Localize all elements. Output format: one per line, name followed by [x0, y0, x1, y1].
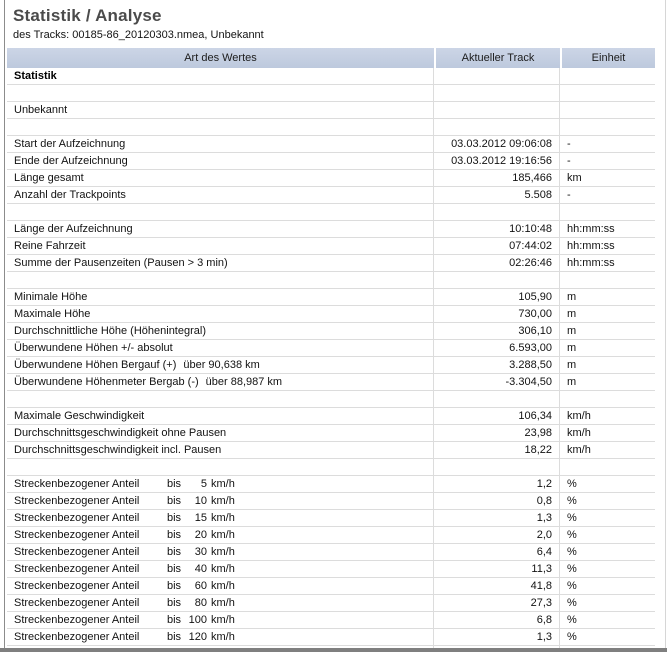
value-name-cell: [7, 170, 434, 186]
table-row: [7, 425, 655, 442]
unit-cell: [560, 459, 655, 475]
bis-label: bis: [167, 597, 182, 609]
page-subtitle: des Tracks: 00185-86_20120303.nmea, Unbekannt: [13, 29, 264, 41]
track-value-cell: 0,8: [434, 493, 560, 509]
value-name-cell: [7, 629, 434, 645]
row-label: Ende der Aufzeichnung: [14, 155, 128, 167]
row-label: Streckenbezogener Anteil: [14, 478, 140, 490]
value-name-cell: [7, 476, 434, 492]
row-label: Länge der Aufzeichnung: [14, 223, 133, 235]
track-value-cell: 18,22: [434, 442, 560, 458]
track-value-cell: 6,4: [434, 544, 560, 560]
unit-cell: -: [567, 155, 571, 167]
table-row: [7, 102, 655, 119]
table-row: [7, 510, 655, 527]
unit-cell: %: [567, 512, 577, 524]
table-row: [7, 323, 655, 340]
value-name-cell: [7, 459, 434, 475]
speed-limit: 40: [194, 563, 207, 575]
value-name-cell: [7, 612, 434, 628]
row-label: Überwundene Höhen Bergauf (+): [14, 359, 177, 371]
track-value-cell: [434, 85, 560, 101]
row-label: Statistik: [14, 70, 57, 82]
track-value-cell: 1,3: [434, 629, 560, 645]
table-row: [7, 187, 655, 204]
value-name-cell: [7, 272, 434, 288]
bis-label: bis: [167, 529, 182, 541]
value-name-cell: [7, 578, 434, 594]
track-value-cell: 03.03.2012 19:16:56: [434, 153, 560, 169]
unit-cell: m: [567, 291, 577, 303]
speed-limit-unit: km/h: [211, 546, 235, 558]
value-name-cell: [7, 119, 434, 135]
speed-limit: 20: [194, 529, 207, 541]
bis-label: bis: [167, 563, 182, 575]
unit-cell: km/h: [567, 444, 591, 456]
track-value-cell: 730,00: [434, 306, 560, 322]
track-value-cell: 6,8: [434, 612, 560, 628]
speed-limit-unit: km/h: [211, 529, 235, 541]
unit-cell: [560, 85, 655, 101]
track-value-cell: 07:44:02: [434, 238, 560, 254]
page-title: Statistik / Analyse: [13, 6, 162, 25]
row-label: Streckenbezogener Anteil: [14, 597, 140, 609]
value-name-cell: [7, 102, 434, 118]
statistics-table: [7, 48, 655, 652]
unit-cell: %: [567, 614, 577, 626]
value-name-cell: [7, 357, 434, 373]
speed-limit-unit: km/h: [211, 563, 235, 575]
value-name-cell: [7, 391, 434, 407]
table-row: [7, 595, 655, 612]
table-row: [7, 238, 655, 255]
track-value-cell: 306,10: [434, 323, 560, 339]
row-label: Minimale Höhe: [14, 291, 88, 303]
speed-limit-unit: km/h: [211, 614, 235, 626]
row-label: Streckenbezogener Anteil: [14, 529, 140, 541]
track-value-cell: 10:10:48: [434, 221, 560, 237]
column-header-art-des-wertes: Art des Wertes: [7, 48, 434, 68]
row-label: Anzahl der Trackpoints: [14, 189, 126, 201]
speed-limit: 80: [194, 597, 207, 609]
row-label: Streckenbezogener Anteil: [14, 631, 140, 643]
bis-label: bis: [167, 546, 182, 558]
track-value-cell: [434, 102, 560, 118]
unit-cell: %: [567, 495, 577, 507]
blank-row: [7, 85, 655, 102]
value-name-cell: [7, 493, 434, 509]
unit-cell: hh:mm:ss: [567, 257, 615, 269]
track-value-cell: 23,98: [434, 425, 560, 441]
track-value-cell: -3.304,50: [434, 374, 560, 390]
table-row: [7, 340, 655, 357]
bottom-frame-border: [0, 648, 667, 652]
track-value-cell: [434, 391, 560, 407]
table-row: [7, 357, 655, 374]
value-name-cell: [7, 374, 434, 390]
row-label: Durchschnittliche Höhe (Höhenintegral): [14, 325, 206, 337]
value-name-cell: [7, 340, 434, 356]
left-frame-border: [4, 0, 5, 652]
track-value-cell: 5.508: [434, 187, 560, 203]
value-name-cell: [7, 85, 434, 101]
track-value-cell: [434, 119, 560, 135]
row-label: Streckenbezogener Anteil: [14, 614, 140, 626]
track-value-cell: 41,8: [434, 578, 560, 594]
unit-cell: %: [567, 631, 577, 643]
blank-row: [7, 204, 655, 221]
value-name-cell: [7, 187, 434, 203]
table-row: [7, 612, 655, 629]
column-header-aktueller-track: Aktueller Track: [434, 48, 560, 68]
row-label-extra: über 90,638 km: [183, 359, 260, 371]
unit-cell: hh:mm:ss: [567, 223, 615, 235]
unit-cell: km: [567, 172, 582, 184]
blank-row: [7, 272, 655, 289]
table-row: [7, 374, 655, 391]
unit-cell: %: [567, 580, 577, 592]
unit-cell: [560, 119, 655, 135]
value-name-cell: [7, 425, 434, 441]
bis-label: bis: [167, 631, 182, 643]
row-label: Streckenbezogener Anteil: [14, 495, 140, 507]
row-label: Unbekannt: [14, 104, 68, 116]
unit-cell: %: [567, 563, 577, 575]
track-value-cell: 11,3: [434, 561, 560, 577]
value-name-cell: [7, 527, 434, 543]
row-label: Summe der Pausenzeiten (Pausen > 3 min): [14, 257, 228, 269]
track-value-cell: 3.288,50: [434, 357, 560, 373]
unit-cell: m: [567, 376, 577, 388]
unit-cell: -: [567, 189, 571, 201]
table-row: [7, 289, 655, 306]
unit-cell: m: [567, 342, 577, 354]
speed-limit-unit: km/h: [211, 495, 235, 507]
track-value-cell: 106,34: [434, 408, 560, 424]
table-row: [7, 221, 655, 238]
table-row: [7, 527, 655, 544]
table-row: [7, 153, 655, 170]
value-name-cell: [7, 323, 434, 339]
track-value-cell: 03.03.2012 09:06:08: [434, 136, 560, 152]
table-row: [7, 170, 655, 187]
value-name-cell: [7, 204, 434, 220]
speed-limit-unit: km/h: [211, 597, 235, 609]
value-name-cell: [7, 408, 434, 424]
table-row: [7, 408, 655, 425]
table-row: [7, 136, 655, 153]
row-label: Überwundene Höhenmeter Bergab (-): [14, 376, 199, 388]
table-row: [7, 578, 655, 595]
blank-row: [7, 119, 655, 136]
track-value-cell: [434, 272, 560, 288]
table-row: [7, 544, 655, 561]
blank-row: [7, 459, 655, 476]
row-label: Streckenbezogener Anteil: [14, 512, 140, 524]
value-name-cell: [7, 510, 434, 526]
row-label: Länge gesamt: [14, 172, 84, 184]
row-label: Maximale Höhe: [14, 308, 91, 320]
table-row: [7, 476, 655, 493]
bis-label: bis: [167, 580, 182, 592]
speed-limit: 15: [194, 512, 207, 524]
track-value-cell: 1,2: [434, 476, 560, 492]
value-name-cell: [7, 238, 434, 254]
unit-cell: km/h: [567, 410, 591, 422]
blank-row: [7, 391, 655, 408]
track-value-cell: 185,466: [434, 170, 560, 186]
value-name-cell: [7, 595, 434, 611]
track-value-cell: 27,3: [434, 595, 560, 611]
row-label: Überwundene Höhen +/- absolut: [14, 342, 173, 354]
unit-cell: [560, 102, 655, 118]
unit-cell: [560, 68, 655, 84]
bis-label: bis: [167, 614, 182, 626]
unit-cell: m: [567, 325, 577, 337]
unit-cell: km/h: [567, 427, 591, 439]
unit-cell: %: [567, 546, 577, 558]
speed-limit-unit: km/h: [211, 631, 235, 643]
bis-label: bis: [167, 495, 182, 507]
unit-cell: %: [567, 597, 577, 609]
table-row: [7, 442, 655, 459]
row-label: Reine Fahrzeit: [14, 240, 86, 252]
table-row: [7, 68, 655, 85]
speed-limit: 5: [200, 478, 207, 490]
track-value-cell: 1,3: [434, 510, 560, 526]
unit-cell: [560, 272, 655, 288]
speed-limit: 60: [194, 580, 207, 592]
value-name-cell: [7, 544, 434, 560]
unit-cell: m: [567, 359, 577, 371]
value-name-cell: [7, 306, 434, 322]
track-value-cell: [434, 459, 560, 475]
track-value-cell: 105,90: [434, 289, 560, 305]
value-name-cell: [7, 561, 434, 577]
table-row: [7, 629, 655, 646]
row-label-extra: über 88,987 km: [205, 376, 283, 388]
unit-cell: m: [567, 308, 577, 320]
table-row: [7, 493, 655, 510]
value-name-cell: [7, 68, 434, 84]
table-row: [7, 255, 655, 272]
row-label: Maximale Geschwindigkeit: [14, 410, 145, 422]
value-name-cell: [7, 255, 434, 271]
track-value-cell: 02:26:46: [434, 255, 560, 271]
unit-cell: hh:mm:ss: [567, 240, 615, 252]
value-name-cell: [7, 136, 434, 152]
unit-cell: %: [567, 478, 577, 490]
right-frame-border: [665, 0, 666, 652]
row-label: Durchschnittsgeschwindigkeit incl. Pausen: [14, 444, 222, 456]
speed-limit: 120: [188, 631, 207, 643]
speed-limit-unit: km/h: [211, 580, 235, 592]
track-value-cell: [434, 204, 560, 220]
speed-limit-unit: km/h: [211, 478, 235, 490]
speed-limit-unit: km/h: [211, 512, 235, 524]
row-label: Streckenbezogener Anteil: [14, 546, 140, 558]
speed-limit: 30: [194, 546, 207, 558]
row-label: Durchschnittsgeschwindigkeit ohne Pausen: [14, 427, 227, 439]
column-header-einheit: Einheit: [560, 48, 655, 68]
bis-label: bis: [167, 478, 182, 490]
unit-cell: -: [567, 138, 571, 150]
table-row: [7, 561, 655, 578]
value-name-cell: [7, 442, 434, 458]
value-name-cell: [7, 153, 434, 169]
stats-table-body: [7, 68, 655, 652]
row-label: Streckenbezogener Anteil: [14, 580, 140, 592]
unit-cell: %: [567, 529, 577, 541]
table-header-row: [7, 48, 655, 68]
row-label: Streckenbezogener Anteil: [14, 563, 140, 575]
value-name-cell: [7, 221, 434, 237]
value-name-cell: [7, 289, 434, 305]
row-label: Start der Aufzeichnung: [14, 138, 126, 150]
speed-limit: 100: [188, 614, 207, 626]
track-value-cell: 2,0: [434, 527, 560, 543]
track-value-cell: [434, 68, 560, 84]
track-value-cell: 6.593,00: [434, 340, 560, 356]
unit-cell: [560, 204, 655, 220]
speed-limit: 10: [194, 495, 207, 507]
table-row: [7, 306, 655, 323]
bis-label: bis: [167, 512, 182, 524]
unit-cell: [560, 391, 655, 407]
